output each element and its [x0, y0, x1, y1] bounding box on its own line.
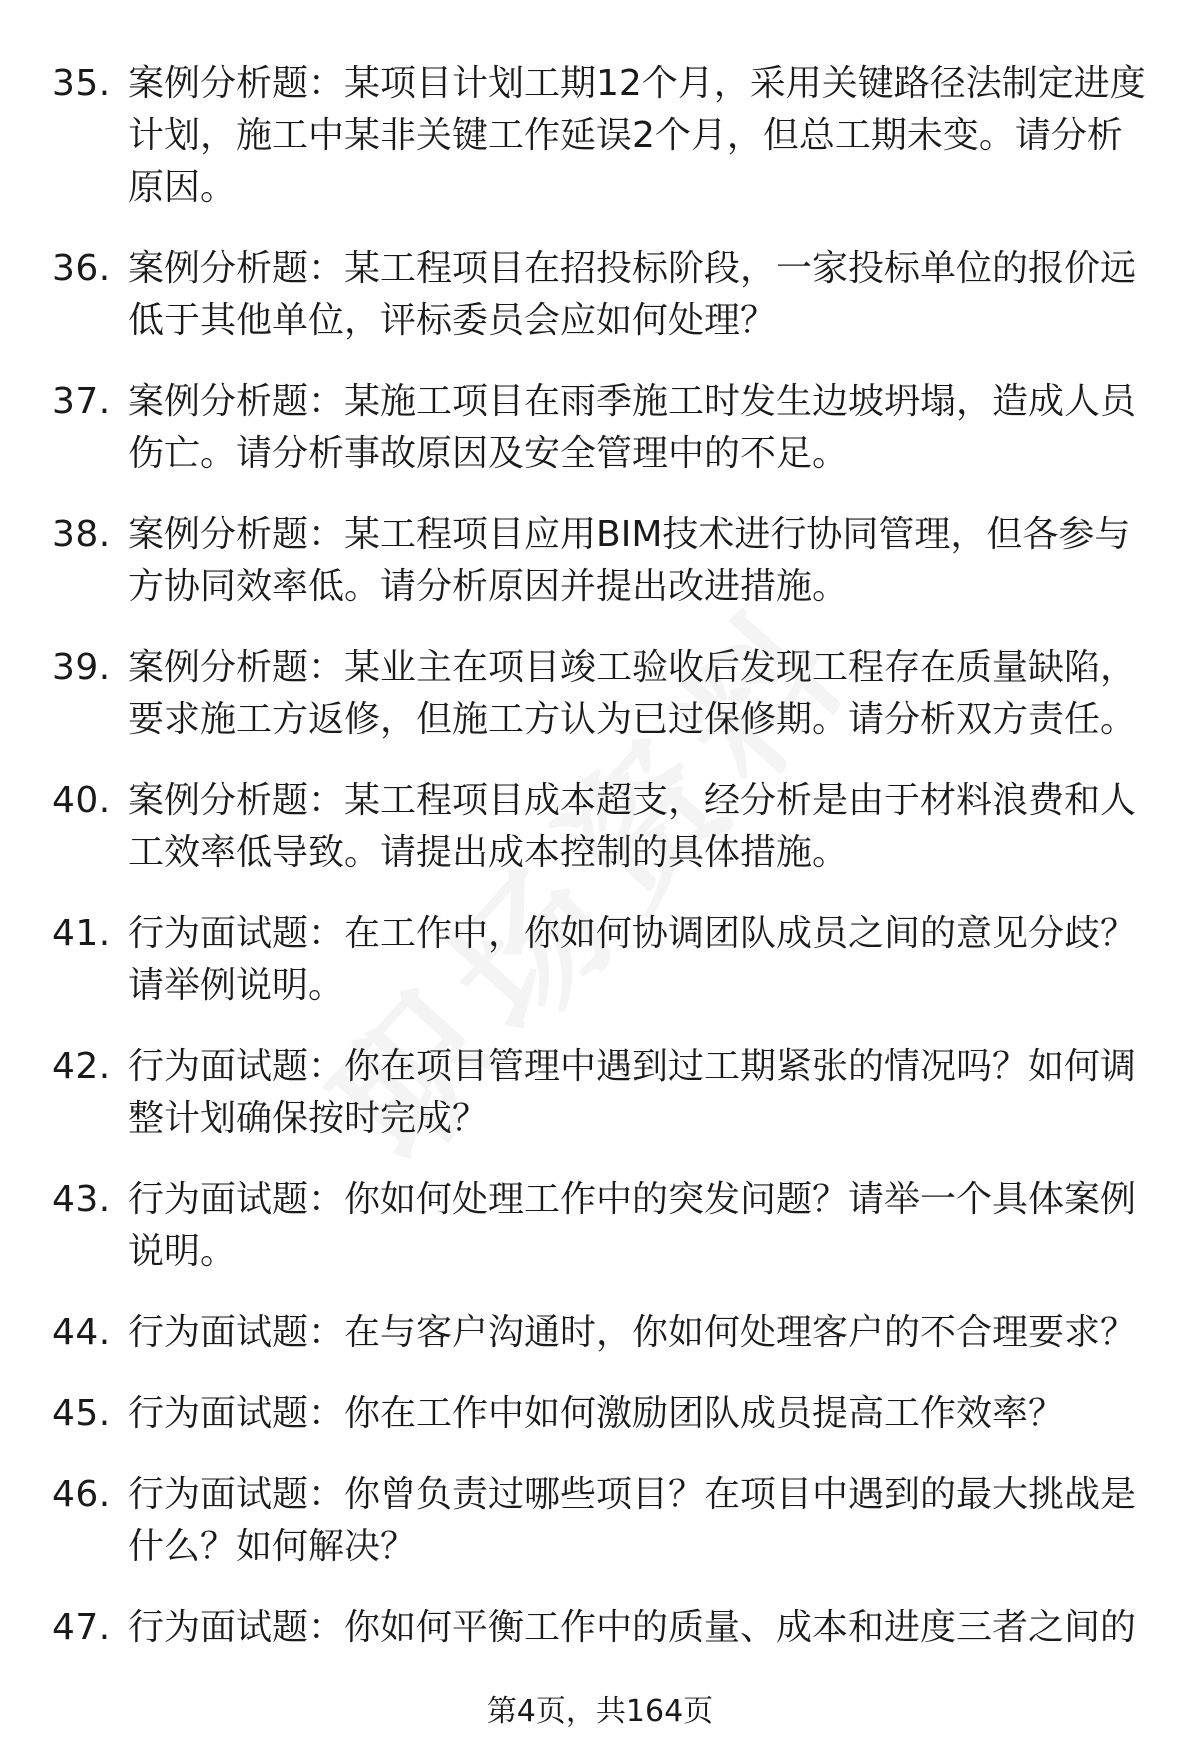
question-text: 案例分析题：某项目计划工期12个月，采用关键路径法制定进度计划，施工中某非关键工作延误2个月，但总工期未变。请分析原因。 — [128, 63, 1146, 208]
question-text: 行为面试题：在与客户沟通时，你如何处理客户的不合理要求？ — [128, 1312, 1137, 1353]
page-number-label: 第4页，共164页 — [486, 1694, 714, 1729]
question-text: 案例分析题：某业主在项目竣工验收后发现工程存在质量缺陷，要求施工方返修，但施工方认为已过保修期。请分析双方责任。 — [128, 647, 1137, 740]
question-text: 行为面试题：你如何处理工作中的突发问题？请举一个具体案例说明。 — [128, 1179, 1137, 1272]
question-number: 41. — [52, 913, 111, 954]
question-item-43 — [52, 1174, 1152, 1278]
question-number: 44. — [52, 1312, 111, 1353]
question-number: 37. — [52, 381, 111, 422]
question-number: 38. — [52, 514, 111, 555]
question-number: 47. — [52, 1607, 111, 1648]
question-item-39 — [52, 642, 1152, 746]
question-number: 39. — [52, 647, 111, 688]
question-item-35 — [52, 58, 1152, 214]
question-item-37 — [52, 376, 1152, 480]
question-text: 案例分析题：某工程项目成本超支，经分析是由于材料浪费和人工效率低导致。请提出成本控制的具体措施。 — [128, 780, 1137, 873]
question-list — [52, 58, 1152, 1683]
question-item-41 — [52, 908, 1152, 1012]
question-number: 43. — [52, 1179, 111, 1220]
question-text: 行为面试题：你如何平衡工作中的质量、成本和进度三者之间的 — [128, 1607, 1137, 1648]
question-item-47 — [52, 1602, 1152, 1654]
question-number: 40. — [52, 780, 111, 821]
question-item-44 — [52, 1307, 1152, 1359]
question-text: 行为面试题：你在工作中如何激励团队成员提高工作效率？ — [128, 1393, 1065, 1434]
question-item-46 — [52, 1469, 1152, 1573]
question-text: 案例分析题：某工程项目应用BIM技术进行协同管理，但各参与方协同效率低。请分析原因并提出改进措施。 — [128, 514, 1131, 607]
question-number: 46. — [52, 1474, 111, 1515]
question-text: 行为面试题：你曾负责过哪些项目？在项目中遇到的最大挑战是什么？如何解决？ — [128, 1474, 1137, 1567]
question-item-36 — [52, 243, 1152, 347]
question-number: 36. — [52, 248, 111, 289]
page-footer — [0, 1692, 1200, 1732]
question-item-42 — [52, 1041, 1152, 1145]
question-number: 45. — [52, 1393, 111, 1434]
question-item-38 — [52, 509, 1152, 613]
question-text: 行为面试题：你在项目管理中遇到过工期紧张的情况吗？如何调整计划确保按时完成？ — [128, 1046, 1137, 1139]
question-text: 案例分析题：某工程项目在招投标阶段，一家投标单位的报价远低于其他单位，评标委员会应如何处理？ — [128, 248, 1137, 341]
question-text: 行为面试题：在工作中，你如何协调团队成员之间的意见分歧？请举例说明。 — [128, 913, 1137, 1006]
question-item-40 — [52, 775, 1152, 879]
question-number: 42. — [52, 1046, 111, 1087]
question-number: 35. — [52, 63, 111, 104]
question-text: 案例分析题：某施工项目在雨季施工时发生边坡坍塌，造成人员伤亡。请分析事故原因及安全管理中的不足。 — [128, 381, 1137, 474]
question-item-45 — [52, 1388, 1152, 1440]
